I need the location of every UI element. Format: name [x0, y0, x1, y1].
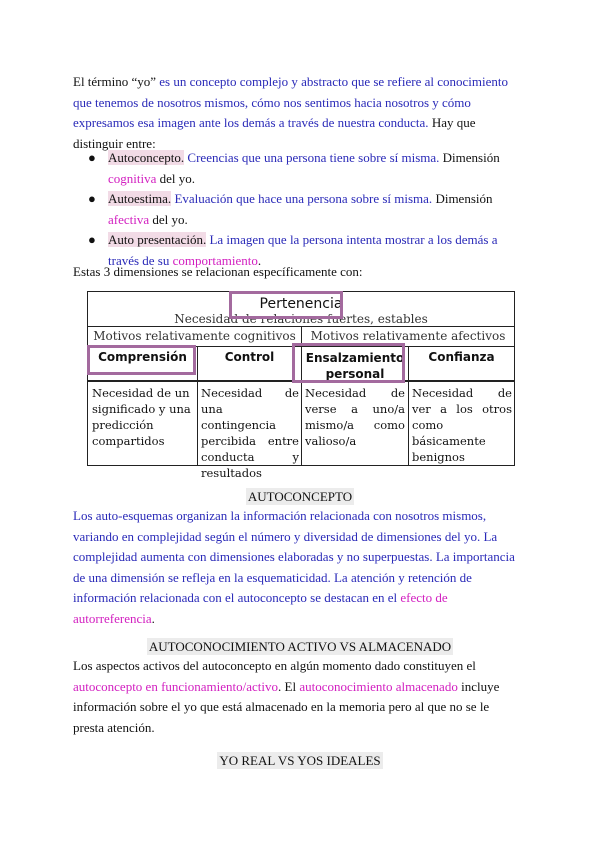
frame-pertenencia	[229, 291, 343, 319]
dimension-word: cognitiva	[108, 170, 157, 186]
autorreferencia-term: efecto de autorreferencia	[73, 590, 448, 626]
motives-table	[87, 291, 515, 480]
activo-almacenado-paragraph	[73, 656, 523, 738]
column-header-confianza: Confianza	[428, 350, 495, 364]
dimension-end: .	[257, 252, 262, 268]
table-cell: Necesidad de un significado y una predicción compartidos	[92, 386, 191, 448]
term-description: La imagen que la persona intenta mostrar a los demás a través de su	[108, 232, 498, 268]
bullet-icon: ●	[88, 150, 96, 165]
group-header-cognitive: Motivos relativamente cognitivos	[93, 329, 296, 343]
dimension-label: Dimensión	[435, 191, 493, 206]
dimension-end: del yo.	[152, 211, 188, 227]
table-cell: Necesidad de verse a uno/a mismo/a como valioso/a	[305, 386, 405, 448]
dimension-word: afectiva	[108, 211, 150, 227]
term-autopresentacion: Auto presentación.	[108, 232, 207, 247]
table-cell: Necesidad de una contingencia percibida entre conducta y resultados	[201, 386, 299, 480]
dimension-end: del yo.	[159, 170, 196, 186]
group-header-affective: Motivos relativamente afectivos	[310, 329, 506, 343]
section-title-text: YO REAL VS YOS IDEALES	[219, 753, 381, 768]
bullet-icon: ●	[88, 232, 96, 247]
section-title-text: AUTOCONCEPTO	[247, 489, 353, 504]
autoconcepto-text: Los auto-esquemas organizan la información relacionada con nosotros mismos, variando en complejidad según el número y diversidad de dimensiones del yo. La complejidad aumenta con dimensiones elaboradas y no superpuestas. La importancia de una dimensión se refleja en la esquematicidad. La atención y retención de información relacionada con el autoconcepto se destacan en el	[73, 508, 515, 605]
autoconcepto-activo-term: autoconcepto en funcionamiento/activo	[73, 678, 279, 694]
section-title-activo-almacenado	[0, 638, 600, 656]
bullet-icon: ●	[88, 191, 96, 206]
column-header-comprension: Comprensión	[98, 350, 187, 364]
paragraph-end: .	[151, 610, 155, 626]
term-autoconcepto: Autoconcepto.	[108, 150, 185, 165]
term-autoestima: Autoestima.	[108, 191, 172, 206]
paragraph-text: incluye información sobre el yo que está almacenado en la memoria pero al que no se le presta atención.	[73, 678, 500, 735]
table-cell: Necesidad de ver a los otros como básicamente benignos	[412, 386, 512, 464]
intro-tail: Hay que distinguir entre:	[73, 115, 476, 151]
table-title: Pertenencia	[259, 296, 343, 312]
term-description: Evaluación que hace una persona sobre sí misma.	[174, 191, 433, 206]
section-title-yo-real	[0, 752, 600, 770]
section-title-autoconcepto	[0, 488, 600, 506]
dimension-list	[88, 148, 528, 271]
paragraph-text: Los aspectos activos del autoconcepto en algún momento dado constituyen el	[73, 658, 476, 673]
list-item	[88, 148, 528, 189]
paragraph-text: . El	[278, 678, 297, 694]
column-header-ensalzamiento: Ensalzamiento personal	[305, 351, 405, 381]
list-item	[88, 189, 528, 230]
intro-lead: El término “yo”	[73, 74, 157, 89]
section-title-text: AUTOCONOCIMIENTO ACTIVO VS ALMACENADO	[148, 639, 452, 654]
column-header-control: Control	[224, 350, 275, 364]
intro-paragraph	[73, 72, 523, 154]
autoconcepto-paragraph	[73, 506, 523, 629]
table-subtitle: Necesidad de relaciones fuertes, estables	[174, 312, 428, 326]
frame-ensalzamiento	[292, 343, 405, 383]
dimension-word: comportamiento	[172, 252, 258, 268]
frame-comprension	[87, 345, 196, 375]
autoconocimiento-almacenado-term: autoconocimiento almacenado	[299, 678, 458, 694]
intro-blue-text: es un concepto complejo y abstracto que se refiere al conocimiento que tenemos de nosotros mismos, cómo nos sentimos hacia nosotros y cómo expresamos esa imagen ante los demás a través de nuestra conducta.	[73, 74, 508, 130]
dimension-label: Dimensión	[442, 150, 500, 165]
term-description: Creencias que una persona tiene sobre sí misma.	[187, 150, 440, 165]
dimensions-line: Estas 3 dimensiones se relacionan específicamente con:	[73, 264, 363, 279]
